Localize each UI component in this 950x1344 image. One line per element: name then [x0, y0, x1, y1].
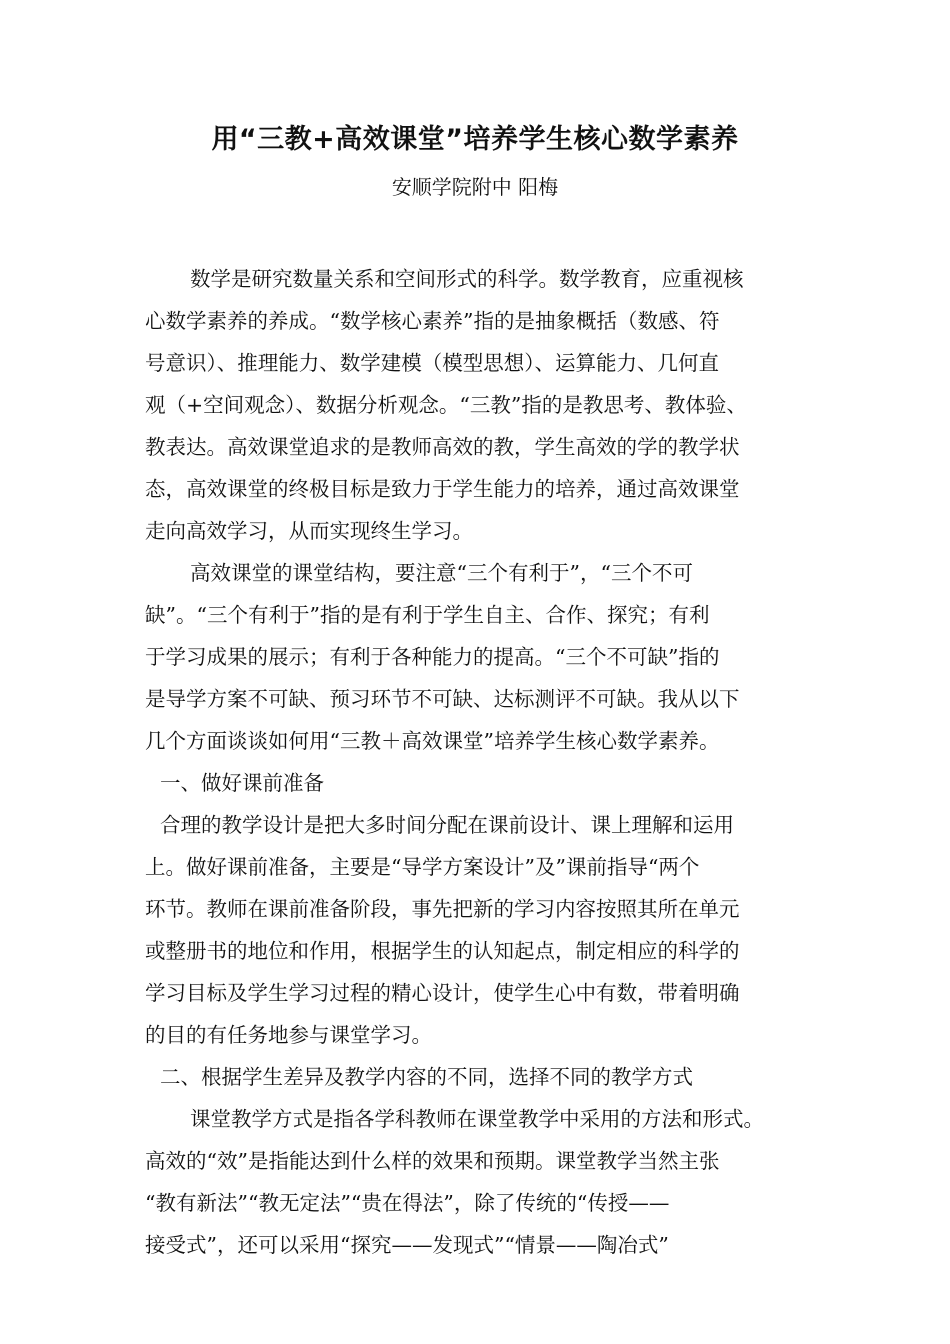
body-line: 环节。教师在课前准备阶段，事先把新的学习内容按照其所在单元 — [145, 897, 740, 921]
body-line: 态，高效课堂的终极目标是致力于学生能力的培养，通过高效课堂 — [145, 477, 740, 501]
body-line: 学习目标及学生学习过程的精心设计，使学生心中有数，带着明确 — [145, 981, 740, 1005]
body-line: 一、做好课前准备 — [160, 771, 324, 795]
body-line: 合理的教学设计是把大多时间分配在课前设计、课上理解和运用 — [160, 813, 734, 837]
body-line: 走向高效学习，从而实现终生学习。 — [145, 519, 473, 543]
body-line: 观（+空间观念）、数据分析观念。“三教”指的是教思考、教体验、 — [145, 393, 747, 417]
body-line: 或整册书的地位和作用，根据学生的认知起点，制定相应的科学的 — [145, 939, 740, 963]
body-line: 缺”。“三个有利于”指的是有利于学生自主、合作、探究；有利 — [145, 603, 710, 627]
body-line: 高效课堂的课堂结构，要注意“三个有利于”，“三个不可 — [190, 561, 693, 585]
body-line: 课堂教学方式是指各学科教师在课堂教学中采用的方法和形式。 — [190, 1107, 764, 1131]
body-line: 上。做好课前准备，主要是“导学方案设计”及”课前指导“两个 — [145, 855, 700, 879]
document-author: 安顺学院附中 阳梅 — [391, 175, 559, 199]
body-line: 高效的“效”是指能达到什么样的效果和预期。课堂教学当然主张 — [145, 1149, 720, 1173]
body-line: 二、根据学生差异及教学内容的不同，选择不同的教学方式 — [160, 1065, 693, 1089]
body-line: 于学习成果的展示；有利于各种能力的提高。“三个不可缺”指的 — [145, 645, 720, 669]
body-line: 接受式”，还可以采用“探究——发现式”“情景——陶冶式” — [145, 1233, 669, 1257]
document-title: 用“三教+高效课堂”培养学生核心数学素养 — [211, 124, 739, 155]
body-line: “教有新法”“教无定法”“贵在得法”，除了传统的“传授—— — [145, 1191, 670, 1215]
body-line: 的目的有任务地参与课堂学习。 — [145, 1023, 432, 1047]
body-line: 数学是研究数量关系和空间形式的科学。数学教育，应重视核 — [190, 267, 744, 291]
body-line: 是导学方案不可缺、预习环节不可缺、达标测评不可缺。我从以下 — [145, 687, 740, 711]
body-line: 几个方面谈谈如何用“三教＋高效课堂”培养学生核心数学素养。 — [145, 729, 720, 753]
body-line: 教表达。高效课堂追求的是教师高效的教，学生高效的学的教学状 — [145, 435, 740, 459]
body-line: 心数学素养的养成。“数学核心素养”指的是抽象概括（数感、符 — [145, 309, 720, 333]
body-line: 号意识）、推理能力、数学建模（模型思想）、运算能力、几何直 — [145, 351, 719, 375]
